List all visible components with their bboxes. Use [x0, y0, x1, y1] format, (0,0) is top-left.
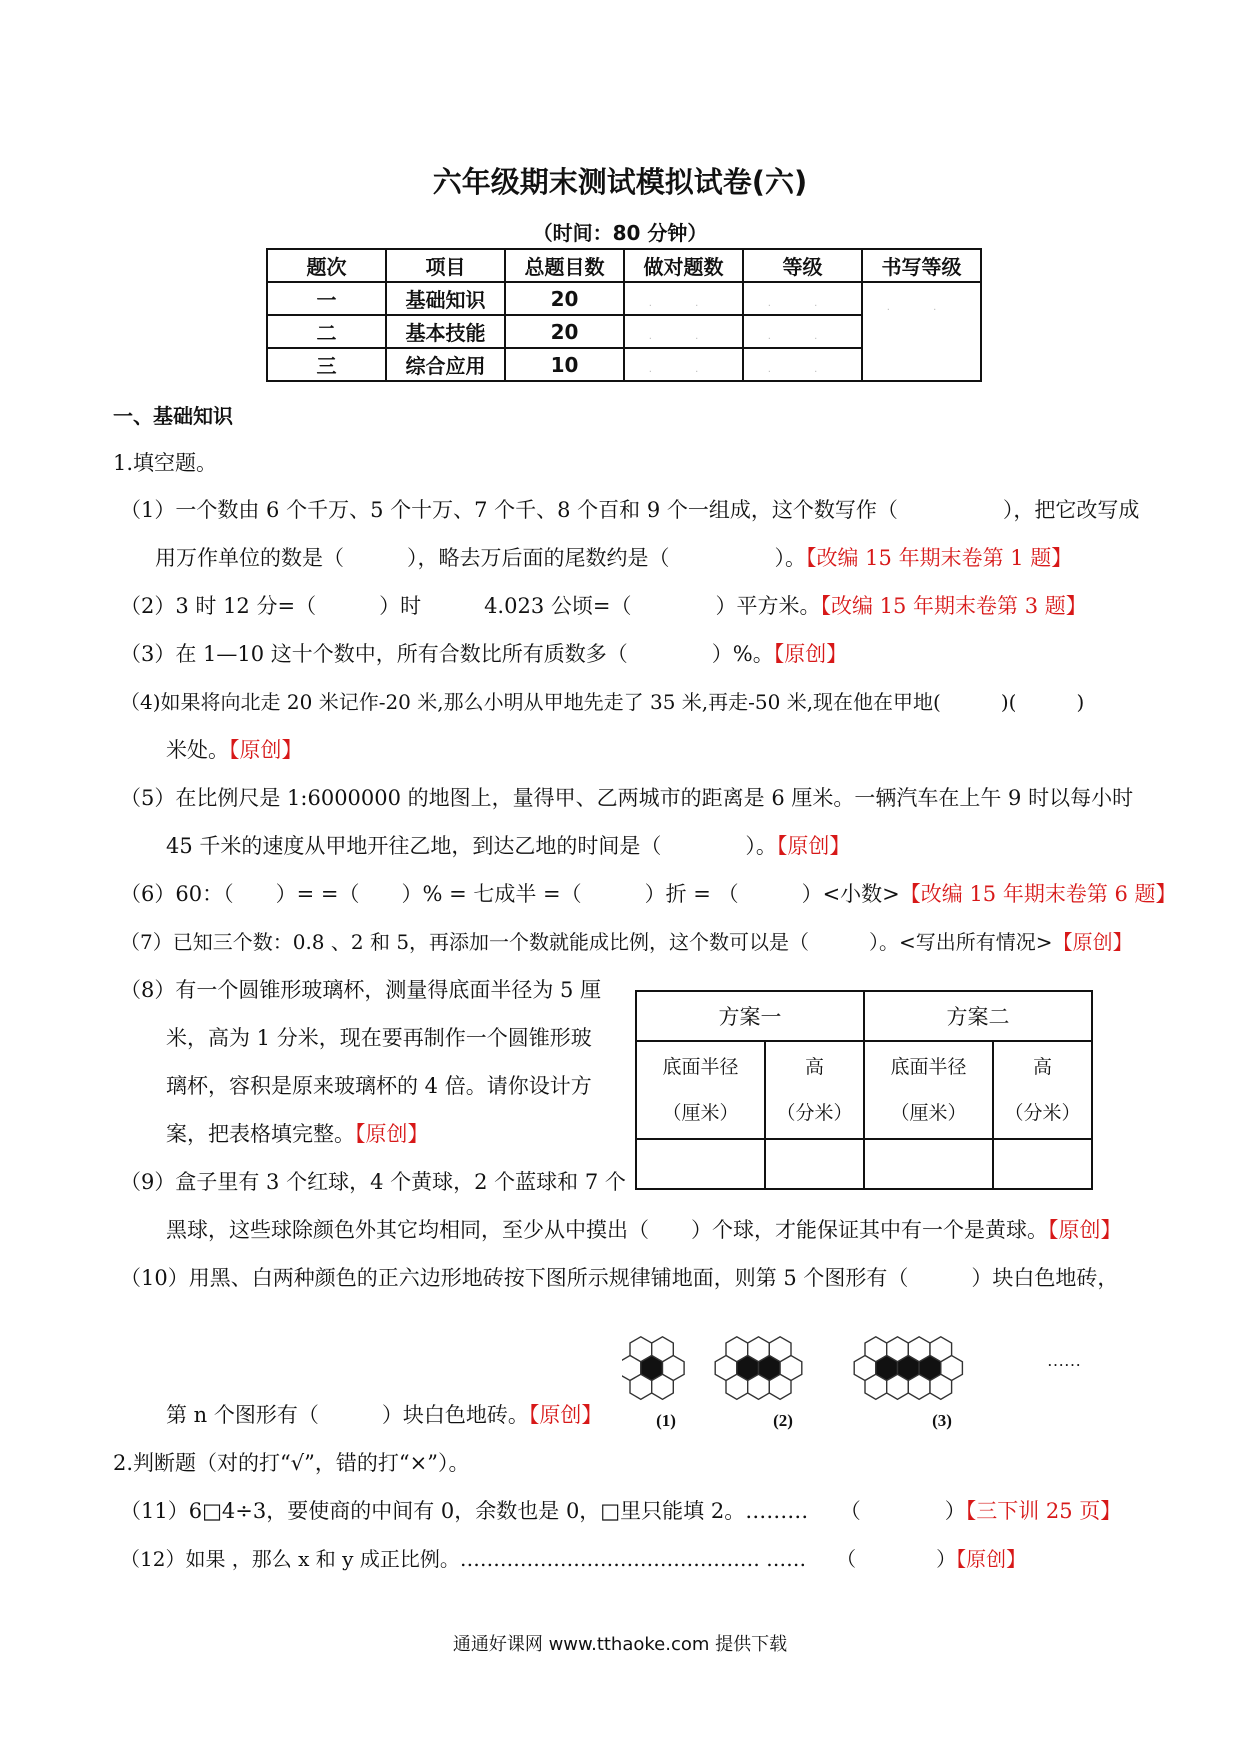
q1-line1: （1）一个数由 6 个千万、5 个十万、7 个千、8 个百和 9 个一组成，这个数写作（ ），把它改写成	[120, 498, 1140, 522]
unit-label: （分米）	[1004, 1102, 1081, 1124]
row-item: 综合应用	[386, 348, 505, 381]
plan1-radius-header	[636, 1041, 765, 1139]
footer: 通通好课网 www.tthaoke.com 提供下载	[452, 1634, 788, 1655]
q4-text: 米处。	[166, 738, 229, 762]
plan2-radius-answer[interactable]	[864, 1139, 993, 1189]
white-hex-tile	[769, 1374, 791, 1399]
header-correct: 做对题数	[624, 249, 743, 282]
q12-text: （12）如果 ，那么 x 和 y 成正比例。……………………………………… …… （ ）	[120, 1547, 957, 1571]
cell-placeholder: . .	[886, 302, 957, 313]
plan2-height-header	[993, 1041, 1092, 1139]
row-item: 基础知识	[386, 282, 505, 315]
q10-text: 第 n 个图形有（ ）块白色地砖。	[166, 1403, 529, 1427]
row-no: 一	[267, 282, 386, 315]
q2-text: （2）3 时 12 分=（ ）时 4.023 公顷=（ ）平方米。	[120, 594, 821, 618]
q8-line2: 米，高为 1 分米，现在要再制作一个圆锥形玻	[166, 1026, 592, 1050]
grade-cell[interactable]	[743, 282, 862, 315]
plan-table	[635, 990, 1093, 1190]
score-table-header	[267, 249, 981, 282]
q8-line1: （8）有一个圆锥形玻璃杯，测量得底面半径为 5 厘	[120, 978, 602, 1002]
plan-table-answer-row	[636, 1139, 1092, 1189]
correct-cell[interactable]	[624, 348, 743, 381]
figure-label: (1)	[656, 1411, 676, 1430]
q5-line2	[166, 830, 850, 860]
header-grade: 等级	[743, 249, 862, 282]
header-writing-grade: 书写等级	[862, 249, 981, 282]
q4-line1: （4)如果将向北走 20 米记作-20 米,那么小明从甲地先走了 35 米,再走-50 米,现在他在甲地( )( )	[120, 690, 1085, 714]
header-item: 项目	[386, 249, 505, 282]
q2-title: 2.判断题（对的打“√”，错的打“×”）。	[113, 1451, 470, 1475]
height-label: 高	[804, 1056, 824, 1078]
white-hex-tile	[908, 1374, 930, 1399]
q5-line1: （5）在比例尺是 1:6000000 的地图上，量得甲、乙两城市的距离是 6 厘米。一辆汽车在上午 9 时以每小时	[120, 786, 1134, 810]
q7-line	[120, 926, 1133, 955]
section-heading-basics: 一、基础知识	[113, 404, 233, 428]
q9-text: 黑球，这些球除颜色外其它均相同，至少从中摸出（ ）个球，才能保证其中有一个是黄球。	[166, 1218, 1048, 1242]
plan2-height-answer[interactable]	[993, 1139, 1092, 1189]
figure-label: (2)	[773, 1411, 793, 1430]
q7-text: （7）已知三个数：0.8 、2 和 5，再添加一个数就能成比例，这个数可以是（ ）。<写出所有情况>	[120, 930, 1053, 954]
unit-label: （厘米）	[890, 1102, 967, 1124]
grade-cell[interactable]	[743, 315, 862, 348]
white-hex-tile	[865, 1374, 887, 1399]
q11-line	[120, 1495, 1121, 1525]
row-no: 二	[267, 315, 386, 348]
page-title: 六年级期末测试模拟试卷(六)	[432, 165, 808, 199]
q11-text: （11）6□4÷3，要使商的中间有 0，余数也是 0，□里只能填 2。……… （ ）	[120, 1499, 966, 1523]
source-tag: 【原创】	[229, 738, 303, 762]
row-count: 20	[505, 315, 624, 348]
plan1-height-header	[765, 1041, 864, 1139]
correct-cell[interactable]	[624, 282, 743, 315]
q10-line2	[166, 1399, 602, 1429]
row-no: 三	[267, 348, 386, 381]
white-hex-tile	[630, 1374, 652, 1399]
writing-grade-cell[interactable]	[862, 282, 981, 381]
q9-line1: （9）盒子里有 3 个红球，4 个黄球，2 个蓝球和 7 个	[120, 1170, 626, 1194]
cell-placeholder: . .	[767, 363, 838, 375]
radius-label: 底面半径	[890, 1056, 967, 1078]
cell-placeholder: . .	[648, 330, 719, 342]
q10-line1: （10）用黑、白两种颜色的正六边形地砖按下图所示规律铺地面，则第 5 个图形有（ ）块白色地砖，	[120, 1266, 1119, 1290]
row-item: 基本技能	[386, 315, 505, 348]
source-tag: 【原创】	[956, 1547, 1027, 1571]
grade-cell[interactable]	[743, 348, 862, 381]
source-tag: 【改编 15 年期末卷第 3 题】	[820, 594, 1087, 618]
plan1-radius-answer[interactable]	[636, 1139, 765, 1189]
q8-line3: 璃杯，容积是原来玻璃杯的 4 倍。请你设计方	[166, 1074, 592, 1098]
q5-text: 45 千米的速度从甲地开往乙地，到达乙地的时间是（ ）。	[166, 834, 777, 858]
source-tag: 【改编 15 年期末卷第 1 题】	[806, 546, 1073, 570]
source-tag: 【原创】	[528, 1403, 603, 1427]
ellipsis: ……	[1047, 1351, 1081, 1370]
q4-line2	[166, 734, 303, 764]
white-hex-tile	[652, 1374, 674, 1399]
q1-line2	[155, 542, 1072, 572]
unit-label: （厘米）	[662, 1102, 739, 1124]
correct-cell[interactable]	[624, 315, 743, 348]
q3-line	[120, 638, 847, 668]
source-tag: 【原创】	[355, 1122, 429, 1146]
q1-title: 1.填空题。	[113, 451, 218, 475]
plan1-header: 方案一	[636, 991, 864, 1041]
unit-label: （分米）	[776, 1102, 853, 1124]
q6-line	[120, 878, 1177, 908]
white-hex-tile	[930, 1374, 952, 1399]
plan1-height-answer[interactable]	[765, 1139, 864, 1189]
white-hex-tile	[748, 1374, 770, 1399]
q9-line2	[166, 1214, 1122, 1244]
header-count: 总题目数	[505, 249, 624, 282]
exam-duration: （时间：80 分钟）	[532, 221, 708, 245]
white-hex-tile	[887, 1374, 909, 1399]
source-tag: 【原创】	[773, 642, 848, 666]
source-tag: 【改编 15 年期末卷第 6 题】	[899, 882, 1177, 906]
source-tag: 【原创】	[776, 834, 851, 858]
plan2-header: 方案二	[864, 991, 1092, 1041]
q1-text: 用万作单位的数是（ ），略去万后面的尾数约是（ ）。	[155, 546, 806, 570]
q8-line4	[166, 1118, 429, 1148]
white-hex-tile	[726, 1374, 748, 1399]
height-label: 高	[1032, 1056, 1052, 1078]
score-table	[266, 248, 982, 382]
header-no: 题次	[267, 249, 386, 282]
radius-label: 底面半径	[662, 1056, 739, 1078]
q6-text: （6）60：（ ）= =（ ）% = 七成半 =（ ）折 = （ ）<小数>	[120, 882, 900, 906]
cell-placeholder: . .	[648, 297, 719, 309]
q2-line	[120, 590, 1087, 620]
plan2-radius-header	[864, 1041, 993, 1139]
source-tag: 【原创】	[1048, 1218, 1122, 1242]
figure-label: (3)	[932, 1411, 952, 1430]
row-count: 20	[505, 282, 624, 315]
table-row	[267, 282, 981, 315]
cell-placeholder: . .	[767, 297, 838, 309]
source-tag: 【原创】	[1052, 930, 1133, 954]
q12-line	[120, 1543, 1026, 1572]
q3-text: （3）在 1—10 这十个数中，所有合数比所有质数多（ ）%。	[120, 642, 774, 666]
row-count: 10	[505, 348, 624, 381]
cell-placeholder: . .	[767, 330, 838, 342]
cell-placeholder: . .	[648, 363, 719, 375]
q8-text: 案，把表格填完整。	[166, 1122, 355, 1146]
hex-tile-pattern-figure	[622, 1322, 1082, 1432]
plan-table-subheader	[636, 1041, 1092, 1139]
source-tag: 【三下训 25 页】	[965, 1499, 1122, 1523]
plan-table-header	[636, 991, 1092, 1041]
